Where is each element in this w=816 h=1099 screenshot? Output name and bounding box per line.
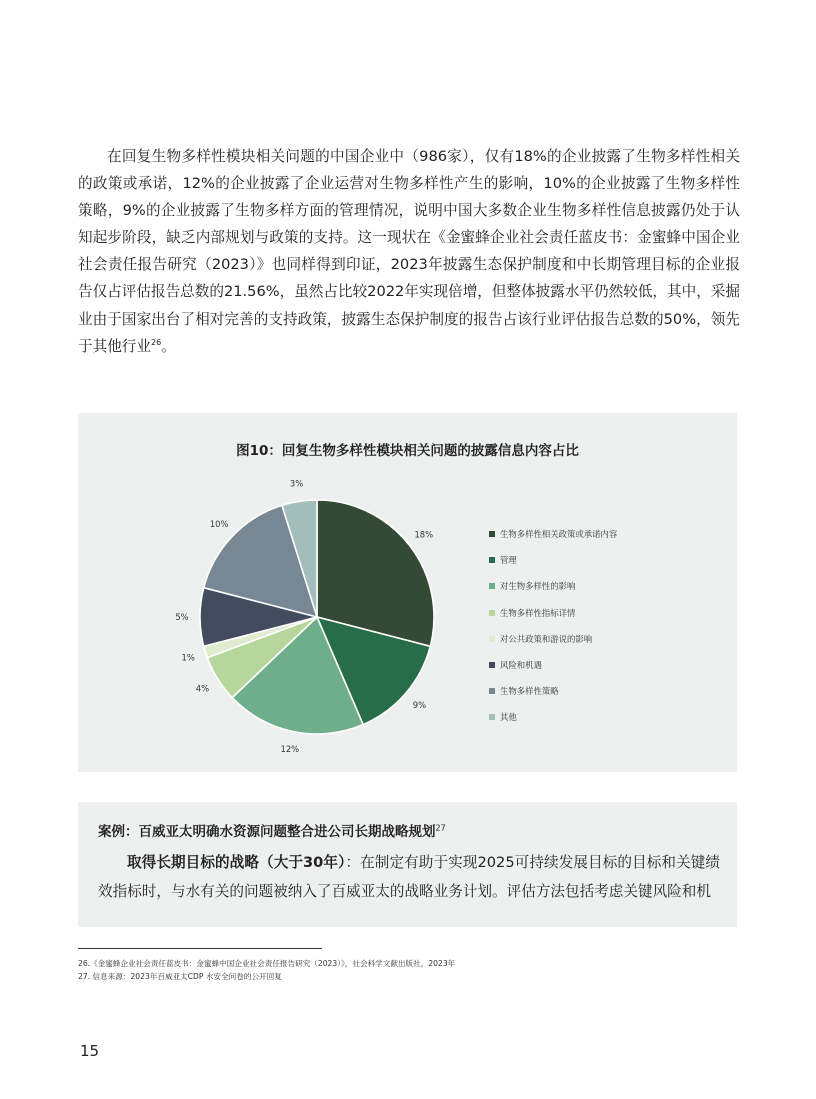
legend-label-0: 生物多样性相关政策或承诺内容 — [500, 529, 618, 540]
pie-label-7: 3% — [289, 478, 304, 489]
legend-label-4: 对公共政策和游说的影响 — [500, 633, 593, 644]
legend-item-7 — [489, 704, 617, 730]
body-end: 。 — [161, 337, 176, 355]
pie-label-3: 4% — [195, 683, 210, 694]
legend-item-3 — [489, 600, 617, 626]
legend-item-5 — [489, 652, 617, 678]
legend-swatch-6 — [489, 688, 495, 694]
legend-item-1 — [489, 547, 617, 573]
body-text: 在回复生物多样性模块相关问题的中国企业中（986家），仅有18%的企业披露了生物多样性相关的政策或承诺，12%的企业披露了企业运营对生物多样性产生的影响，10%的企业披露了生物多样性策略，9%的企业披露了生物多样方面的管理情况，说明中国大多数企业生物多样性信息披露仍处于认知起步阶段，缺乏内部规划与政策的支持。这一现状在《金蜜蜂企业社会责任蓝皮书：金蜜蜂中国企业社会责任报告研究（2023）》也同样得到印证，2023年披露生态保护制度和中长期管理目标的企业报告仅占评估报告总数的21.56%，虽然占比较2022年实现倍增，但整体披露水平仍然较低，其中，采掘业由于国家出台了相对完善的支持政策，披露生态保护制度的报告占该行业评估报告总数的50%，领先于其他行业 — [78, 148, 740, 355]
pie-label-2: 12% — [280, 744, 300, 755]
case-body — [98, 848, 720, 906]
legend-swatch-3 — [489, 610, 495, 616]
legend-swatch-5 — [489, 662, 495, 668]
legend-swatch-4 — [489, 636, 495, 642]
footnote-ref-27[interactable]: 27 — [435, 823, 446, 833]
legend-swatch-7 — [489, 714, 495, 720]
legend-label-2: 对生物多样性的影响 — [500, 581, 576, 592]
body-paragraph — [78, 143, 740, 360]
legend-swatch-0 — [489, 531, 495, 537]
page-number: 15 — [80, 1042, 100, 1060]
footnote-26: 26.《金蜜蜂企业社会责任蓝皮书：金蜜蜂中国企业社会责任报告研究（2023）》，社会科学文献出版社，2023年 — [78, 959, 456, 968]
legend-label-7: 其他 — [500, 712, 517, 723]
case-title: 案例：百威亚太明确水资源问题整合进公司长期战略规划$^{27}$ — [98, 823, 446, 840]
legend-item-6 — [489, 678, 617, 704]
footnote-ref-26[interactable]: 26 — [150, 337, 162, 347]
chart-title: 图10：回复生物多样性模块相关问题的披露信息内容占比 — [236, 443, 579, 459]
chart-legend — [489, 521, 617, 731]
pie-label-5: 5% — [175, 612, 189, 622]
case-lead: 取得长期目标的战略（大于30年） — [127, 854, 346, 871]
pie-label-4: 1% — [181, 652, 195, 663]
pie-chart — [78, 413, 737, 772]
pie-label-1: 9% — [412, 699, 427, 710]
legend-item-2 — [489, 573, 617, 599]
legend-swatch-2 — [489, 583, 495, 589]
legend-item-4 — [489, 626, 617, 652]
case-text: ：在制定有助于实现2025可持续发展目标的目标和关键绩效指标时，与水有关的问题被纳入了百威亚太的战略业务计划。评估方法包括考虑关键风险和机 — [98, 854, 720, 900]
case-panel — [78, 802, 737, 927]
footnotes — [78, 958, 455, 983]
legend-label-1: 管理 — [500, 555, 517, 566]
pie-label-0: 18% — [414, 529, 434, 540]
figure-10-panel — [78, 413, 737, 772]
legend-label-5: 风险和机遇 — [500, 660, 542, 671]
pie-label-6: 10% — [209, 518, 229, 529]
legend-label-6: 生物多样性策略 — [500, 686, 559, 697]
footnote-divider — [78, 948, 322, 949]
legend-label-3: 生物多样性指标详情 — [500, 607, 576, 618]
legend-item-0 — [489, 521, 617, 547]
legend-swatch-1 — [489, 557, 495, 563]
footnote-27: 27. 信息来源：2023年百威亚太CDP 水安全问卷的公开回复 — [78, 971, 282, 981]
